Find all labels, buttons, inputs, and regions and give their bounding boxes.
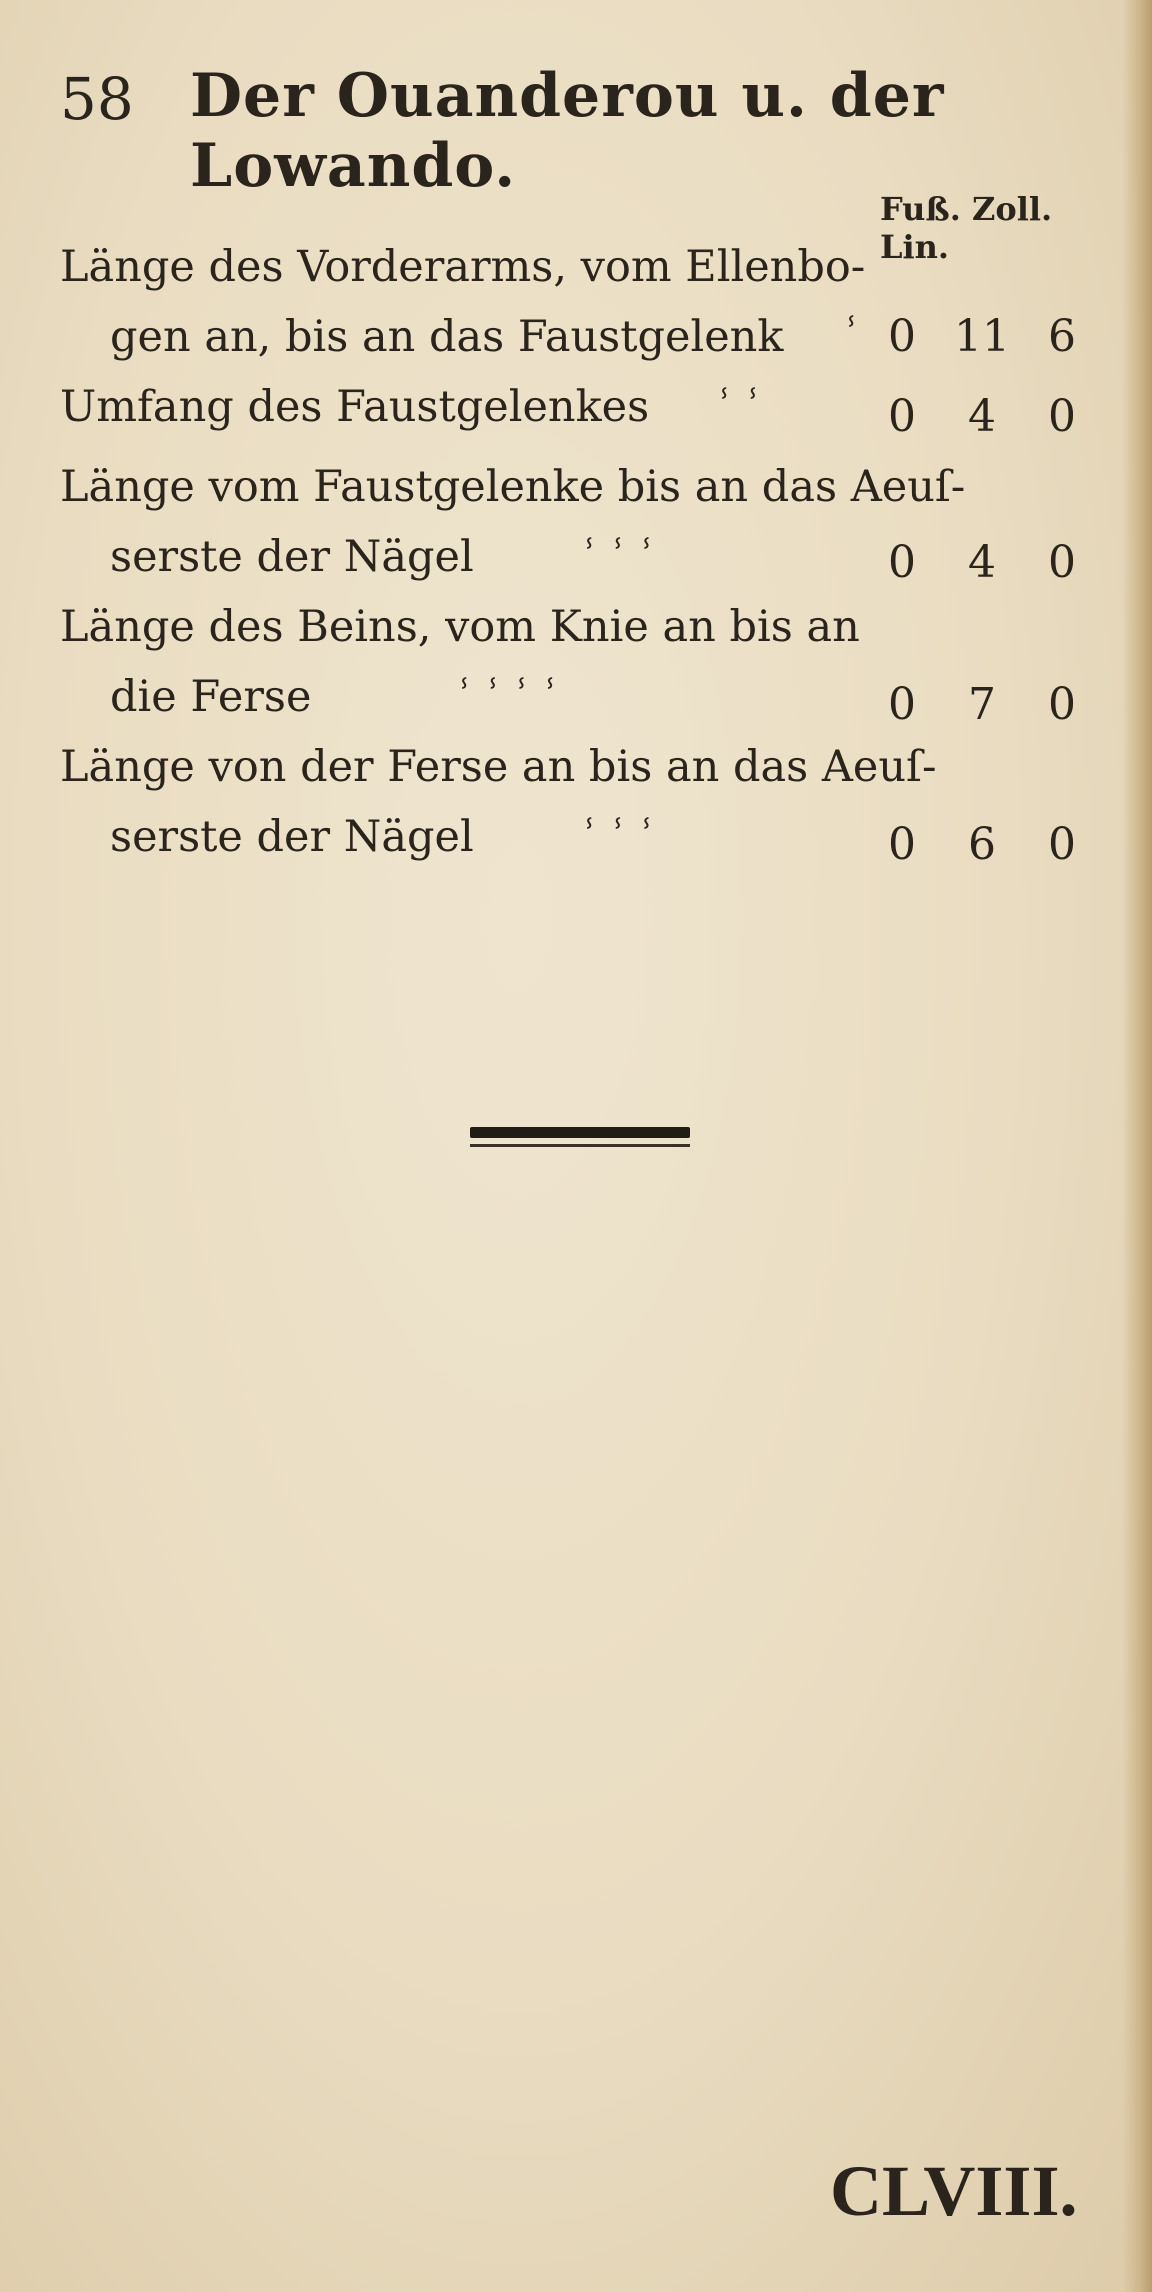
ditto-marks: ⸯ ⸯ <box>715 389 763 427</box>
table-row <box>0 452 1152 592</box>
row-label-line1: Länge des Beins, vom Knie an bis an <box>60 602 860 652</box>
row-label-line1: Länge vom Faustgelenke bis an das Aeuſ- <box>60 462 966 512</box>
ditto-marks: ⸯ <box>842 317 861 355</box>
table-row <box>0 732 1152 872</box>
page-number: 58 <box>60 65 134 133</box>
value-foot: 0 <box>888 391 916 442</box>
value-line: 0 <box>1048 819 1076 870</box>
row-label-line1: Länge von der Ferse an bis an das Aeuſ- <box>60 742 937 792</box>
value-inch: 6 <box>968 819 996 870</box>
units-header: Fuß. Zoll. Lin. <box>880 190 1053 266</box>
divider-thick-rule <box>470 1127 690 1138</box>
value-line: 6 <box>1048 311 1076 362</box>
row-label-line1: Länge des Vorderarms, vom Ellenbo- <box>60 242 866 292</box>
value-foot: 0 <box>888 311 916 362</box>
value-inch: 7 <box>968 679 996 730</box>
value-line: 0 <box>1048 679 1076 730</box>
value-inch: 4 <box>968 537 996 588</box>
table-row <box>0 232 1152 372</box>
value-foot: 0 <box>888 679 916 730</box>
ditto-marks: ⸯ ⸯ ⸯ <box>580 819 656 857</box>
divider-thin-rule <box>470 1144 690 1147</box>
row-values <box>862 670 1122 740</box>
value-line: 0 <box>1048 537 1076 588</box>
catchword: CLVIII. <box>830 2151 1078 2231</box>
row-label-line2: die Ferse <box>110 672 312 722</box>
row-values <box>862 528 1122 598</box>
page-header <box>60 45 1120 201</box>
value-foot: 0 <box>888 819 916 870</box>
row-values <box>862 810 1122 880</box>
row-label-line2: serste der Nägel <box>110 812 474 862</box>
value-inch: 4 <box>968 391 996 442</box>
value-line: 0 <box>1048 391 1076 442</box>
value-inch: 11 <box>954 311 1010 362</box>
ditto-marks: ⸯ ⸯ ⸯ ⸯ <box>455 679 560 717</box>
row-values <box>862 302 1122 372</box>
measurement-table <box>0 232 1152 872</box>
running-title: Der Ouanderou u. der Lowando. <box>190 61 945 201</box>
row-label-line2: gen an, bis an das Faustgelenk <box>110 312 784 362</box>
row-label-line2: serste der Nägel <box>110 532 474 582</box>
value-foot: 0 <box>888 537 916 588</box>
table-row <box>0 592 1152 732</box>
ditto-marks: ⸯ ⸯ ⸯ <box>580 539 656 577</box>
row-values <box>862 382 1122 452</box>
row-label-line1: Umfang des Faustgelenkes <box>60 382 650 432</box>
table-row <box>0 372 1152 452</box>
section-divider <box>470 1127 690 1147</box>
